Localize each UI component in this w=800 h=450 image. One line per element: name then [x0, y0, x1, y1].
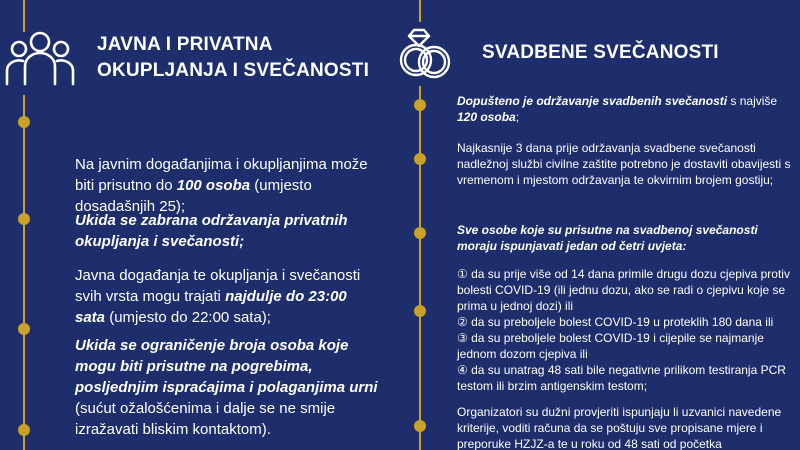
left-title-line-2: OKUPLJANJA I SVEČANOSTI [97, 60, 370, 81]
timeline-dot [414, 227, 426, 239]
paragraph-event-hours [75, 265, 375, 328]
condition-item-3: ③ da su preboljele bolest COVID-19 i cijepile se najmanje jednom dozom cjepiva ili [457, 331, 764, 361]
paragraph-wedding-allowed [457, 93, 797, 125]
text: ; [515, 110, 520, 124]
paragraph-conditions-intro [457, 222, 795, 254]
text: (umjesto dosadašnjih 25); [75, 177, 312, 215]
emphasis-text: 120 osoba [457, 110, 516, 124]
paragraph-organizer-duties: Organizatori su dužni provjeriti ispunjaju li uzvanici navedene kriterije, voditi računa da se poštuju sve propisane mjere i preporuke HZJZ-a te u roku od 48 sati od početka [457, 405, 782, 450]
timeline-dot [18, 424, 30, 436]
condition-item-4: ④ da su unatrag 48 sati bile negativne prilikom testiranja PCR testom ili brzim antigenskim testom; [457, 363, 786, 393]
left-title-line-1: JAVNA I PRIVATNA [97, 34, 273, 55]
emphasis-text: Ukida se zabrana održavanja privatnih okupljanja i svečanosti; [75, 212, 348, 250]
text: s najviše [727, 94, 778, 108]
emphasis-text: najdulje do 23:00 sata [75, 288, 347, 326]
left-section-title [97, 32, 377, 84]
emphasis-text: 100 osoba [176, 177, 251, 194]
paragraph-notice-deadline: Najkasnije 3 dana prije održavanja svadbene svečanosti nadležnoj službi civilne zaštite potrebno je dostaviti obavijesti s vremenom i mjestom održavanja te okvirnim brojem gostiju; [457, 141, 791, 187]
condition-item-2: ② da su preboljele bolest COVID-19 u proteklih 180 dana ili [457, 315, 774, 329]
emphasis-text: Dopušteno je održavanje svadbenih svečanosti [457, 94, 728, 108]
paragraph-funerals [75, 335, 380, 440]
people-group-icon [4, 30, 76, 88]
conditions-list [457, 266, 795, 394]
right-timeline-line [419, 0, 421, 22]
timeline-dot [414, 420, 426, 432]
emphasis-text: Sve osobe koje su prisutne na svadbenoj svečanosti moraju ispunjavati jedan od četri uvjeta: [457, 223, 758, 253]
text: (sućut ožalošćenima i dalje se ne smije izražavati bliskim kontaktom). [75, 400, 336, 438]
timeline-dot [18, 323, 30, 335]
timeline-dot [18, 213, 30, 225]
left-timeline-line [23, 0, 25, 32]
timeline-dot [414, 305, 426, 317]
text: Na javnim događanjima i okupljanjima može biti prisutno do [75, 156, 368, 194]
condition-item-1: ① da su prije više od 14 dana primile drugu dozu cjepiva protiv bolesti COVID-19 (ili jednu dozu, ako se radi o cjepivu koje se prima u jednoj dozi) ili [457, 267, 790, 313]
left-timeline-line [23, 95, 25, 450]
emphasis-text: Ukida se ograničenje broja osoba koje mogu biti prisutne na pogrebima, posljednjim ispraćajima i polaganjima urni [75, 337, 378, 396]
timeline-dot [414, 153, 426, 165]
right-section-title: SVADBENE SVEČANOSTI [482, 42, 719, 63]
wedding-rings-icon [395, 26, 455, 82]
timeline-dot [414, 99, 426, 111]
right-timeline-line [419, 86, 421, 450]
text: Javna događanja te okupljanja i svečanosti svih vrsta mogu trajati [75, 267, 361, 305]
paragraph-private-gatherings [75, 210, 385, 252]
text: (umjesto do 22:00 sata); [105, 309, 271, 326]
timeline-dot [18, 116, 30, 128]
paragraph-attendance-limit [75, 154, 375, 217]
